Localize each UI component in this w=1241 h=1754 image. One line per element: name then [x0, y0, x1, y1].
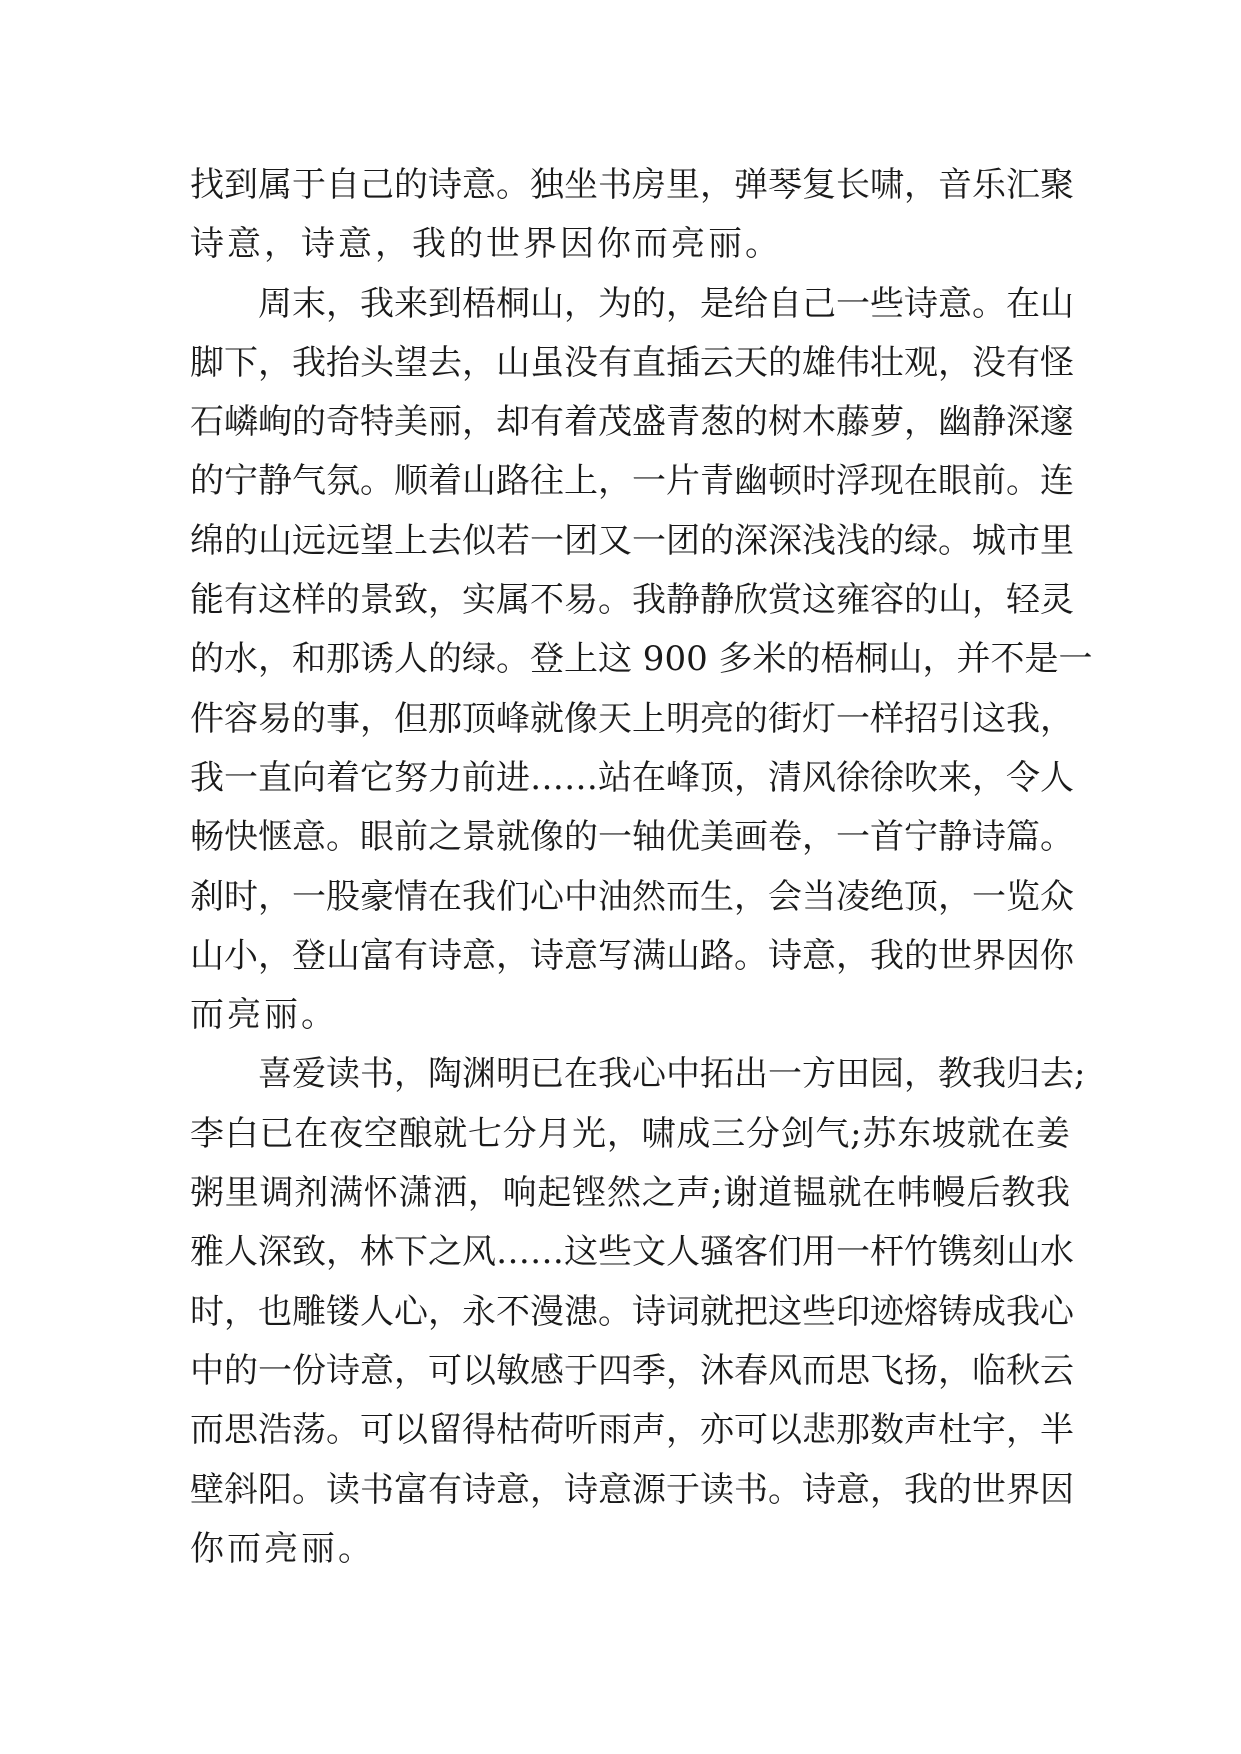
text-line: 石嶙峋的奇特美丽，却有着茂盛青葱的树木藤萝，幽静深邃: [190, 402, 1074, 443]
text-line: 中的一份诗意，可以敏感于四季，沐春风而思飞扬，临秋云: [190, 1350, 1074, 1391]
text-line: 雅人深致，林下之风……这些文人骚客们用一杆竹镌刻山水: [190, 1232, 1074, 1273]
text-line: 壁斜阳。读书富有诗意，诗意源于读书。诗意，我的世界因: [190, 1469, 1074, 1510]
text-line: 而思浩荡。可以留得枯荷听雨声，亦可以悲那数声杜宇，半: [190, 1410, 1074, 1451]
text-line: 脚下，我抬头望去，山虽没有直插云天的雄伟壮观，没有怪: [190, 342, 1074, 383]
text-line: 找到属于自己的诗意。独坐书房里，弹琴复长啸，音乐汇聚: [190, 165, 1074, 205]
text-line: 你而亮丽。: [190, 1528, 375, 1569]
essay-body: [190, 156, 1093, 1579]
text-line: 喜爱读书，陶渊明已在我心中拓出一方田园，教我归去;: [190, 1054, 1086, 1095]
text-line: 而亮丽。: [190, 995, 338, 1036]
text-line: 刹时，一股豪情在我们心中油然而生，会当凌绝顶，一览众: [190, 876, 1074, 917]
text-line: 绵的山远远望上去似若一团又一团的深深浅浅的绿。城市里: [190, 520, 1074, 561]
text-line: 李白已在夜空酿就七分月光，啸成三分剑气;苏东坡就在姜: [190, 1113, 1070, 1154]
text-line: 粥里调剂满怀潇洒，响起铿然之声;谢道韫就在帏幔后教我: [190, 1173, 1070, 1214]
text-line: 周末，我来到梧桐山，为的，是给自己一些诗意。在山: [190, 283, 1074, 324]
text-line: 的宁静气氛。顺着山路往上，一片青幽顿时浮现在眼前。连: [190, 461, 1074, 502]
text-line: 件容易的事，但那顶峰就像天上明亮的街灯一样招引这我，: [190, 698, 1074, 739]
text-line: 畅快惬意。眼前之景就像的一轴优美画卷，一首宁静诗篇。: [190, 817, 1074, 858]
text-line: 的水，和那诱人的绿。登上这 900 多米的梧桐山，并不是一: [190, 639, 1093, 680]
text-line: 我一直向着它努力前进……站在峰顶，清风徐徐吹来，令人: [190, 757, 1074, 798]
text-line: 山小，登山富有诗意，诗意写满山路。诗意，我的世界因你: [190, 935, 1074, 976]
text-line: 时，也雕镂人心，永不漫漶。诗词就把这些印迹熔铸成我心: [190, 1291, 1074, 1332]
text-line: 能有这样的景致，实属不易。我静静欣赏这雍容的山，轻灵: [190, 580, 1074, 621]
text-line: 诗意，诗意，我的世界因你而亮丽。: [190, 224, 782, 265]
